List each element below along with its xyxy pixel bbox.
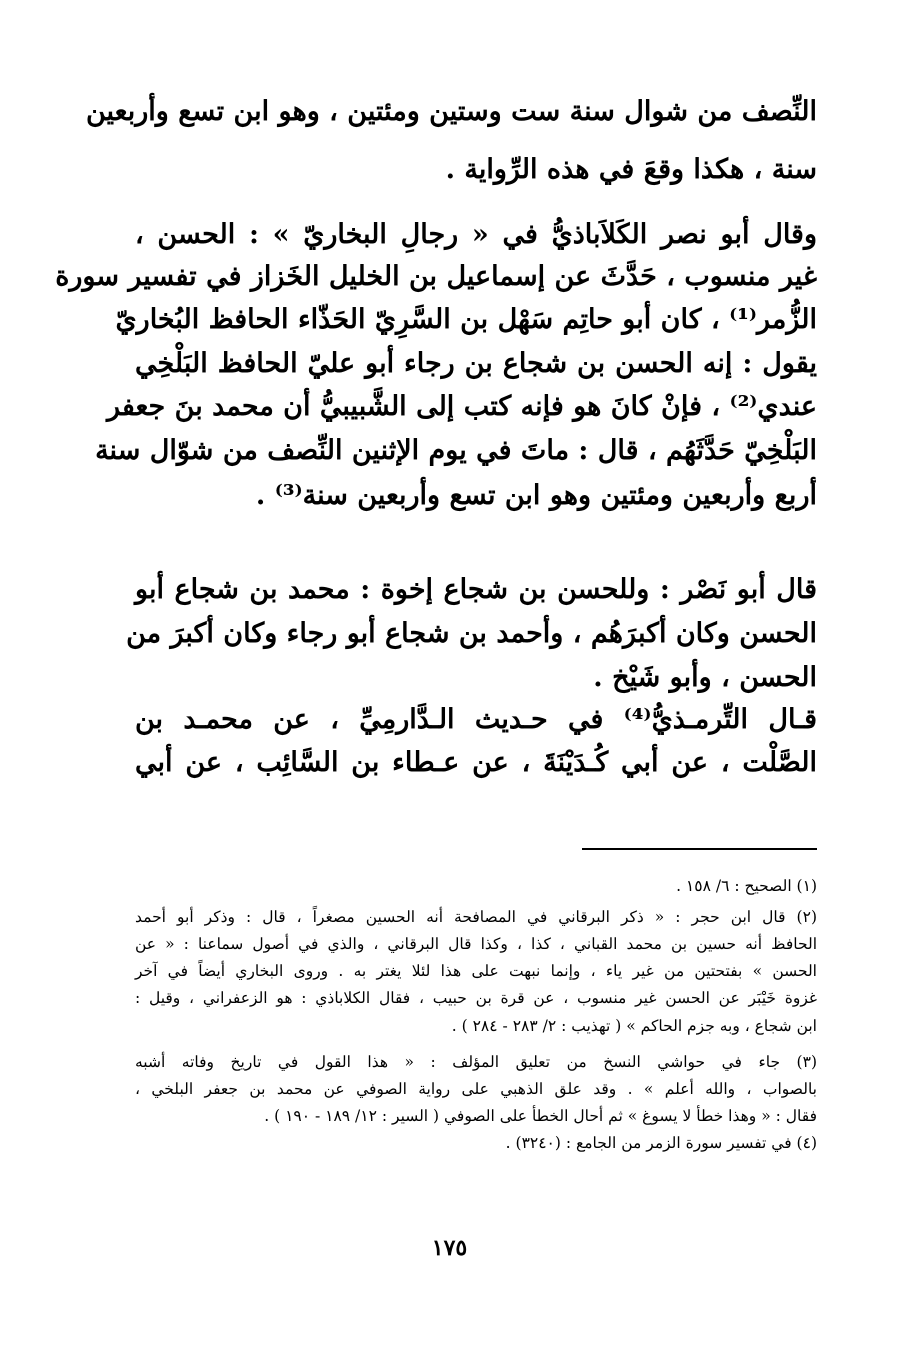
text-line: الزُّمر⁽¹⁾ ، كان أبو حاتِم سَهْل بن السَّرِيّ الحَذّاء الحافظ البُخاريّ (115, 304, 817, 335)
footnote-line: (٣) جاء في حواشي النسخ من تعليق المؤلف : « هذا القول في تاريخ وفاته أشبه (135, 1053, 817, 1071)
footnote-line: الحسن » بفتحتين من غير ياء ، وإنما نبهت على هذا لئلا يغتر به . وروى البخاري أيضاً في آخر (135, 962, 817, 980)
text-line: عندي⁽²⁾ ، فإنْ كانَ هو فإنه كتب إلى الشَّبيبيُّ أن محمد بنَ جعفر (106, 391, 817, 422)
text-line: أربع وأربعين ومئتين وهو ابن تسع وأربعين سنة⁽³⁾ . (255, 480, 817, 511)
footnote-line: غزوة خَيْبَر عن الحسن غير منسوب ، عن قرة بن حبيب ، فقال الكلاباذي : هو الزعفراني ، وقيل : (135, 989, 817, 1007)
footnote-separator (582, 848, 817, 850)
text-line: يقول : إنه الحسن بن شجاع بن رجاء أبو عليّ الحافظ البَلْخِي (135, 348, 817, 379)
text-line: النِّصف من شوال سنة ست وستين ومئتين ، وهو ابن تسع وأربعين (85, 96, 817, 127)
text-line: وقال أبو نصر الكَلاَباذيُّ في « رجالِ البخاريّ » : الحسن ، (135, 219, 817, 250)
page-number: ١٧٥ (431, 1235, 468, 1261)
text-line: البَلْخِيّ حَدَّثَهُم ، قال : ماتَ في يوم الإثنين النِّصف من شوّال سنة (95, 435, 817, 466)
text-line: قـال التِّرمـذيُّ⁽⁴⁾ في حـديث الـدَّارمِيِّ ، عن محمـد بن (135, 704, 817, 735)
footnote-line: (٢) قال ابن حجر : « ذكر البرقاني في المصافحة أنه الحسين مصغراً ، قال : وذكر أبو أحمد (135, 908, 817, 926)
footnote-line: بالصواب ، والله أعلم » . وقد علق الذهبي على رواية الصوفي عن محمد بن جعفر البلخي ، (135, 1080, 817, 1098)
text-line: الصَّلْت ، عن أبي كُـدَيْنَةَ ، عن عـطاء بن السَّائِب ، عن أبي (135, 747, 817, 778)
text-line: الحسن وكان أكبرَهُم ، وأحمد بن شجاع أبو رجاء وكان أكبرَ من (126, 618, 817, 649)
text-line: قال أبو نَصْر : وللحسن بن شجاع إخوة : محمد بن شجاع أبو (135, 574, 817, 605)
text-line: سنة ، هكذا وقعَ في هذه الرِّواية . (445, 154, 817, 185)
text-line: غير منسوب ، حَدَّثَ عن إسماعيل بن الخليل الخَزاز في تفسير سورة (55, 261, 817, 292)
footnote-line: فقال : « وهذا خطأ لا يسوغ » ثم أحال الخطأ على الصوفي ( السير : ١٢/ ١٨٩ - ١٩٠ ) . (264, 1107, 817, 1125)
footnote-line: الحافظ أنه حسين بن محمد القباني ، كذا ، وكذا قال البرقاني ، والذي في أصول سماعنا : « عن (135, 935, 817, 953)
footnote-line: (١) الصحيح : ٦/ ١٥٨ . (676, 877, 817, 895)
text-line: الحسن ، وأبو شَيْخ . (593, 662, 817, 693)
footnote-line: ابن شجاع ، وبه جزم الحاكم » ( تهذيب : ٢/ ٢٨٣ - ٢٨٤ ) . (451, 1017, 817, 1035)
footnote-line: (٤) في تفسير سورة الزمر من الجامع : (٣٢٤٠) . (505, 1134, 817, 1152)
